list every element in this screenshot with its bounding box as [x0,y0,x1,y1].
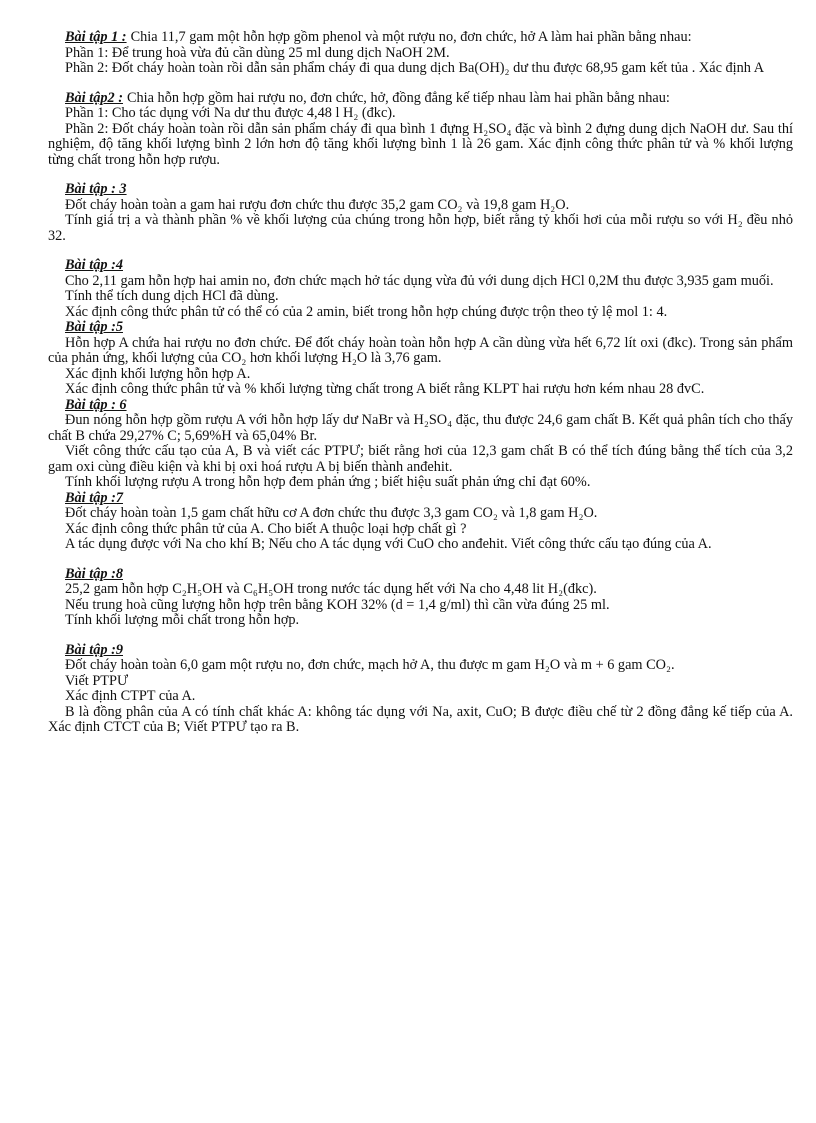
exercise-1 [48,30,793,77]
document-page [48,30,793,736]
exercise-7 [48,491,793,553]
exercise-text: Cho 2,11 gam hỗn hợp hai amin no, đơn chức mạch hở tác dụng vừa đủ với dung dịch HCl 0,2M thu được 3,935 gam muối. [65,272,774,289]
exercise-title-line [48,491,793,507]
exercise-title: Bài tập :5 [65,319,123,335]
exercise-text: Hỗn hợp A chứa hai rượu no đơn chức. Để đốt cháy hoàn toàn hỗn hợp A cần dùng vừa hết 6,72 lít oxi (đkc). Trong sản phẩm của phản ứng, khối lượng của CO₂ hơn khối lượng H₂O là 3,76 gam. [48,334,793,366]
exercise-text: Viết công thức cấu tạo của A, B và viết các PTPƯ; biết rằng hơi của 12,3 gam chất B có thể tích đúng bằng thể tích của 3,2 gam oxi cùng điều kiện và khi bị oxi hoá rượu A bị biến thành anđehit. [48,443,793,475]
exercise-text: Tính thể tích dung dịch HCl đã dùng. [65,288,279,304]
exercise-9 [48,643,793,736]
exercise-text: Tính giá trị a và thành phần % về khối lượng của chúng trong hỗn hợp, biết rằng tỷ khối hơi của mỗi rượu so với H₂ đều nhỏ 32. [48,212,793,244]
exercise-text: Phần 2: Đốt cháy hoàn toàn rồi dẫn sản phẩm cháy đi qua dung dịch Ba(OH)₂ dư thu được 68,95 gam kết tủa . Xác định A [65,60,765,76]
exercise-text: Đốt cháy hoàn toàn a gam hai rượu đơn chức thu được 35,2 gam CO₂ và 19,8 gam H₂O. [65,196,570,213]
exercise-title-line [48,182,793,198]
exercise-text: Tính khối lượng rượu A trong hỗn hợp đem phản ứng ; biết hiệu suất phản ứng chỉ đạt 60%. [65,474,591,490]
exercise-text: Viết PTPƯ [65,672,129,689]
exercise-text: Phần 1: Cho tác dụng với Na dư thu được 4,48 l H₂ (đkc). [65,105,396,121]
exercise-title-line [48,643,793,659]
exercise-text: Xác định công thức phân tử của A. Cho biết A thuộc loại hợp chất gì ? [65,520,467,537]
exercise-text: Đun nóng hỗn hợp gồm rượu A với hỗn hợp lấy dư NaBr và H₂SO₄ đặc, thu được 24,6 gam chất B. Kết quả phân tích cho thấy chất B chứa 29,27% C; 5,69%H và 65,04% Br. [48,412,793,444]
exercise-title: Bài tập :9 [65,641,123,658]
exercise-title: Bài tập :4 [65,257,123,273]
exercise-text: Đốt cháy hoàn toàn 1,5 gam chất hữu cơ A đơn chức thu được 3,3 gam CO₂ và 1,8 gam H₂O. [65,505,598,521]
exercise-text: 25,2 gam hỗn hợp C₂H₅OH và C₆H₅OH trong nước tác dụng hết với Na cho 4,48 lit H₂(đkc). [65,581,597,597]
exercise-8 [48,567,793,629]
exercise-text: Chia hỗn hợp gồm hai rượu no, đơn chức, hở, đồng đẳng kế tiếp nhau làm hai phần bằng nhau: [126,89,670,106]
exercise-title-line [48,30,793,46]
exercise-5 [48,320,793,398]
exercise-text: Xác định công thức phân tử có thể có của 2 amin, biết trong hỗn hợp chúng được trộn theo tỷ lệ mol 1: 4. [65,303,668,320]
exercise-title: Bài tập :8 [65,565,123,582]
exercise-text: Đốt cháy hoàn toàn 6,0 gam một rượu no, đơn chức, mạch hở A, thu được m gam H₂O và m + 6 gam CO₂. [65,657,675,673]
exercise-title: Bài tập :7 [65,489,123,506]
exercise-title-line [48,320,793,336]
exercise-text: A tác dụng được với Na cho khí B; Nếu cho A tác dụng với CuO cho anđehit. Viết công thức cấu tạo đúng của A. [65,536,712,552]
exercise-text: Xác định CTPT của A. [65,688,196,704]
exercise-6 [48,398,793,491]
exercise-title-line [48,258,793,274]
exercise-text: Xác định công thức phân tử và % khối lượng từng chất trong A biết rằng KLPT hai rượu hơn kém nhau 28 đvC. [65,381,705,397]
exercise-text: Xác định khối lượng hỗn hợp A. [65,365,251,382]
exercise-title: Bài tập : 6 [65,396,127,413]
exercise-2 [48,91,793,169]
exercise-text: Phần 1: Để trung hoà vừa đủ cần dùng 25 ml dung dịch NaOH 2M. [65,44,450,61]
exercise-text: Phần 2: Đốt cháy hoàn toàn rồi dẫn sản phẩm cháy đi qua bình 1 đựng H₂SO₄ đặc và bình 2 đựng dung dịch NaOH dư. Sau thí nghiệm, độ tăng khối lượng bình 2 lớn hơn độ tăng khối lượng bình 1 là 26 gam. Xác định công thức phân tử và % khối lượng từng chất trong hỗn hợp rượu. [48,120,793,168]
exercise-title-line [48,398,793,414]
exercise-title: Bài tập : 3 [65,181,127,197]
exercise-text: Chia 11,7 gam một hỗn hợp gồm phenol và một rượu no, đơn chức, hở A làm hai phần bằng nhau: [130,29,692,45]
exercise-title-line [48,567,793,583]
exercise-title: Bài tập 1 : [65,29,127,45]
exercise-text: Tính khối lượng mỗi chất trong hỗn hợp. [65,612,300,628]
exercise-title: Bài tập2 : [65,89,123,106]
exercise-text: B là đồng phân của A có tính chất khác A: không tác dụng với Na, axit, CuO; B được điều chế từ 2 đồng đẳng kế tiếp của A. Xác định CTCT của B; Viết PTPƯ tạo ra B. [48,703,793,735]
exercise-title-line [48,91,793,107]
exercise-3 [48,182,793,244]
exercise-4 [48,258,793,320]
exercise-text: Nếu trung hoà cũng lượng hỗn hợp trên bằng KOH 32% (d = 1,4 g/ml) thì cần vừa đúng 25 ml. [65,596,610,613]
